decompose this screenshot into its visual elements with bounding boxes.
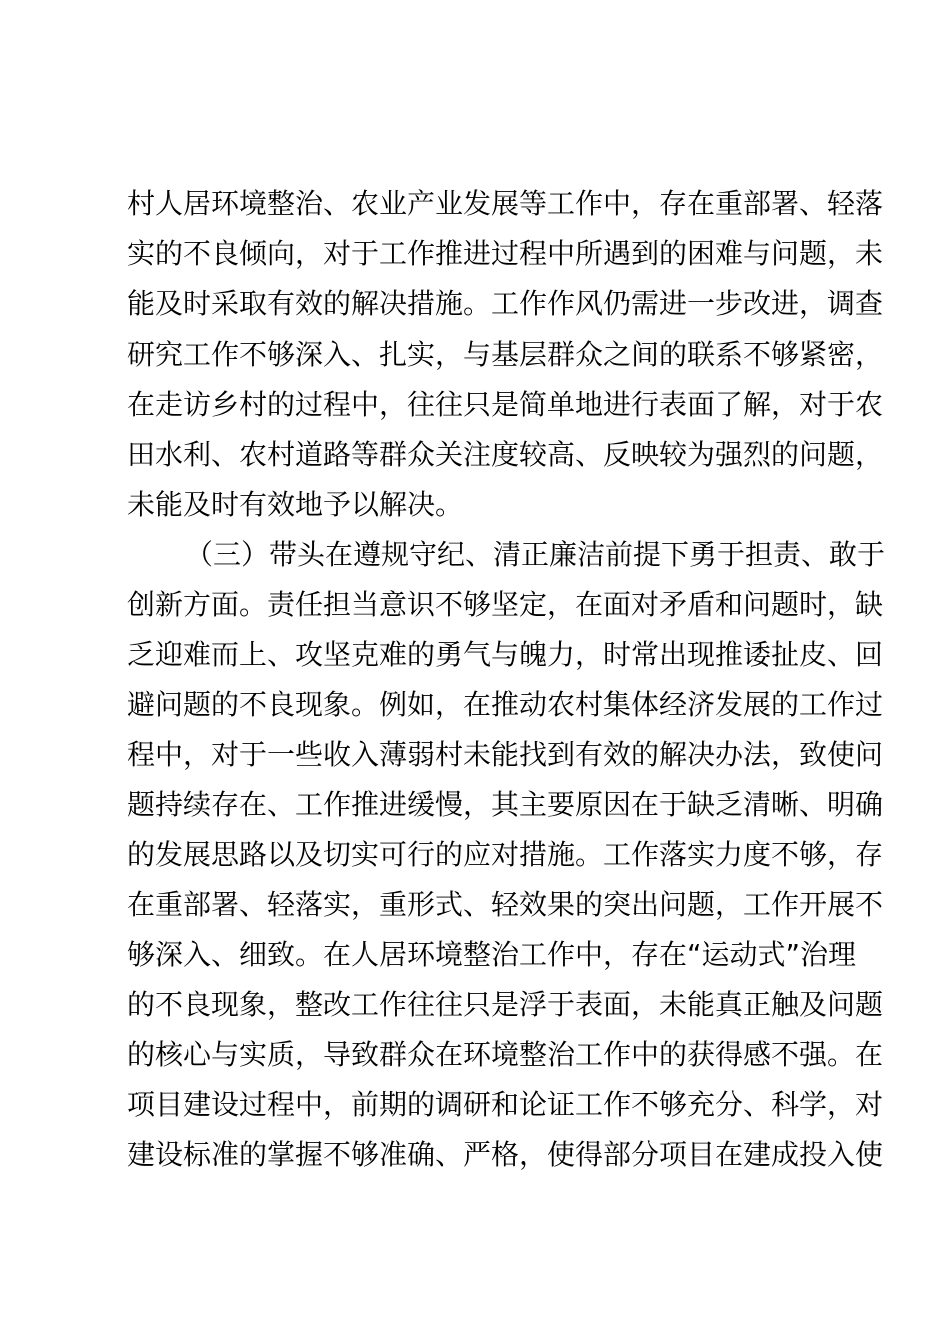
text-line: 创新方面。责任担当意识不够坚定，在面对矛盾和问题时，缺	[127, 588, 884, 621]
text-line: 建设标准的掌握不够准确、严格，使得部分项目在建成投入使	[127, 1138, 884, 1171]
text-line: 研究工作不够深入、扎实，与基层群众之间的联系不够紧密，	[127, 338, 884, 371]
text-line: 避问题的不良现象。例如，在推动农村集体经济发展的工作过	[127, 688, 884, 721]
text-line: 能及时采取有效的解决措施。工作作风仍需进一步改进，调查	[127, 287, 884, 320]
text-line: 项目建设过程中，前期的调研和论证工作不够充分、科学，对	[127, 1088, 884, 1121]
text-line: 程中，对于一些收入薄弱村未能找到有效的解决办法，致使问	[127, 738, 884, 771]
text-line: 的发展思路以及切实可行的应对措施。工作落实力度不够，存	[127, 838, 884, 871]
text-line: 题持续存在、工作推进缓慢，其主要原因在于缺乏清晰、明确	[127, 788, 884, 821]
text-line: 的核心与实质，导致群众在环境整治工作中的获得感不强。在	[127, 1038, 884, 1071]
section-heading-line: （三）带头在遵规守纪、清正廉洁前提下勇于担责、敢于	[185, 538, 886, 571]
text-line: 在走访乡村的过程中，往往只是简单地进行表面了解，对于农	[127, 388, 884, 421]
text-line: 的不良现象，整改工作往往只是浮于表面，未能真正触及问题	[127, 988, 884, 1021]
text-line: 在重部署、轻落实，重形式、轻效果的突出问题，工作开展不	[127, 888, 884, 921]
text-line: 田水利、农村道路等群众关注度较高、反映较为强烈的问题，	[127, 438, 884, 471]
text-line: 实的不良倾向，对于工作推进过程中所遇到的困难与问题，未	[127, 237, 884, 270]
text-line: 够深入、细致。在人居环境整治工作中，存在“运动式”治理	[127, 938, 857, 971]
text-line: 未能及时有效地予以解决。	[127, 488, 464, 521]
text-line: 村人居环境整治、农业产业发展等工作中，存在重部署、轻落	[127, 187, 884, 220]
text-line: 乏迎难而上、攻坚克难的勇气与魄力，时常出现推诿扯皮、回	[127, 638, 884, 671]
